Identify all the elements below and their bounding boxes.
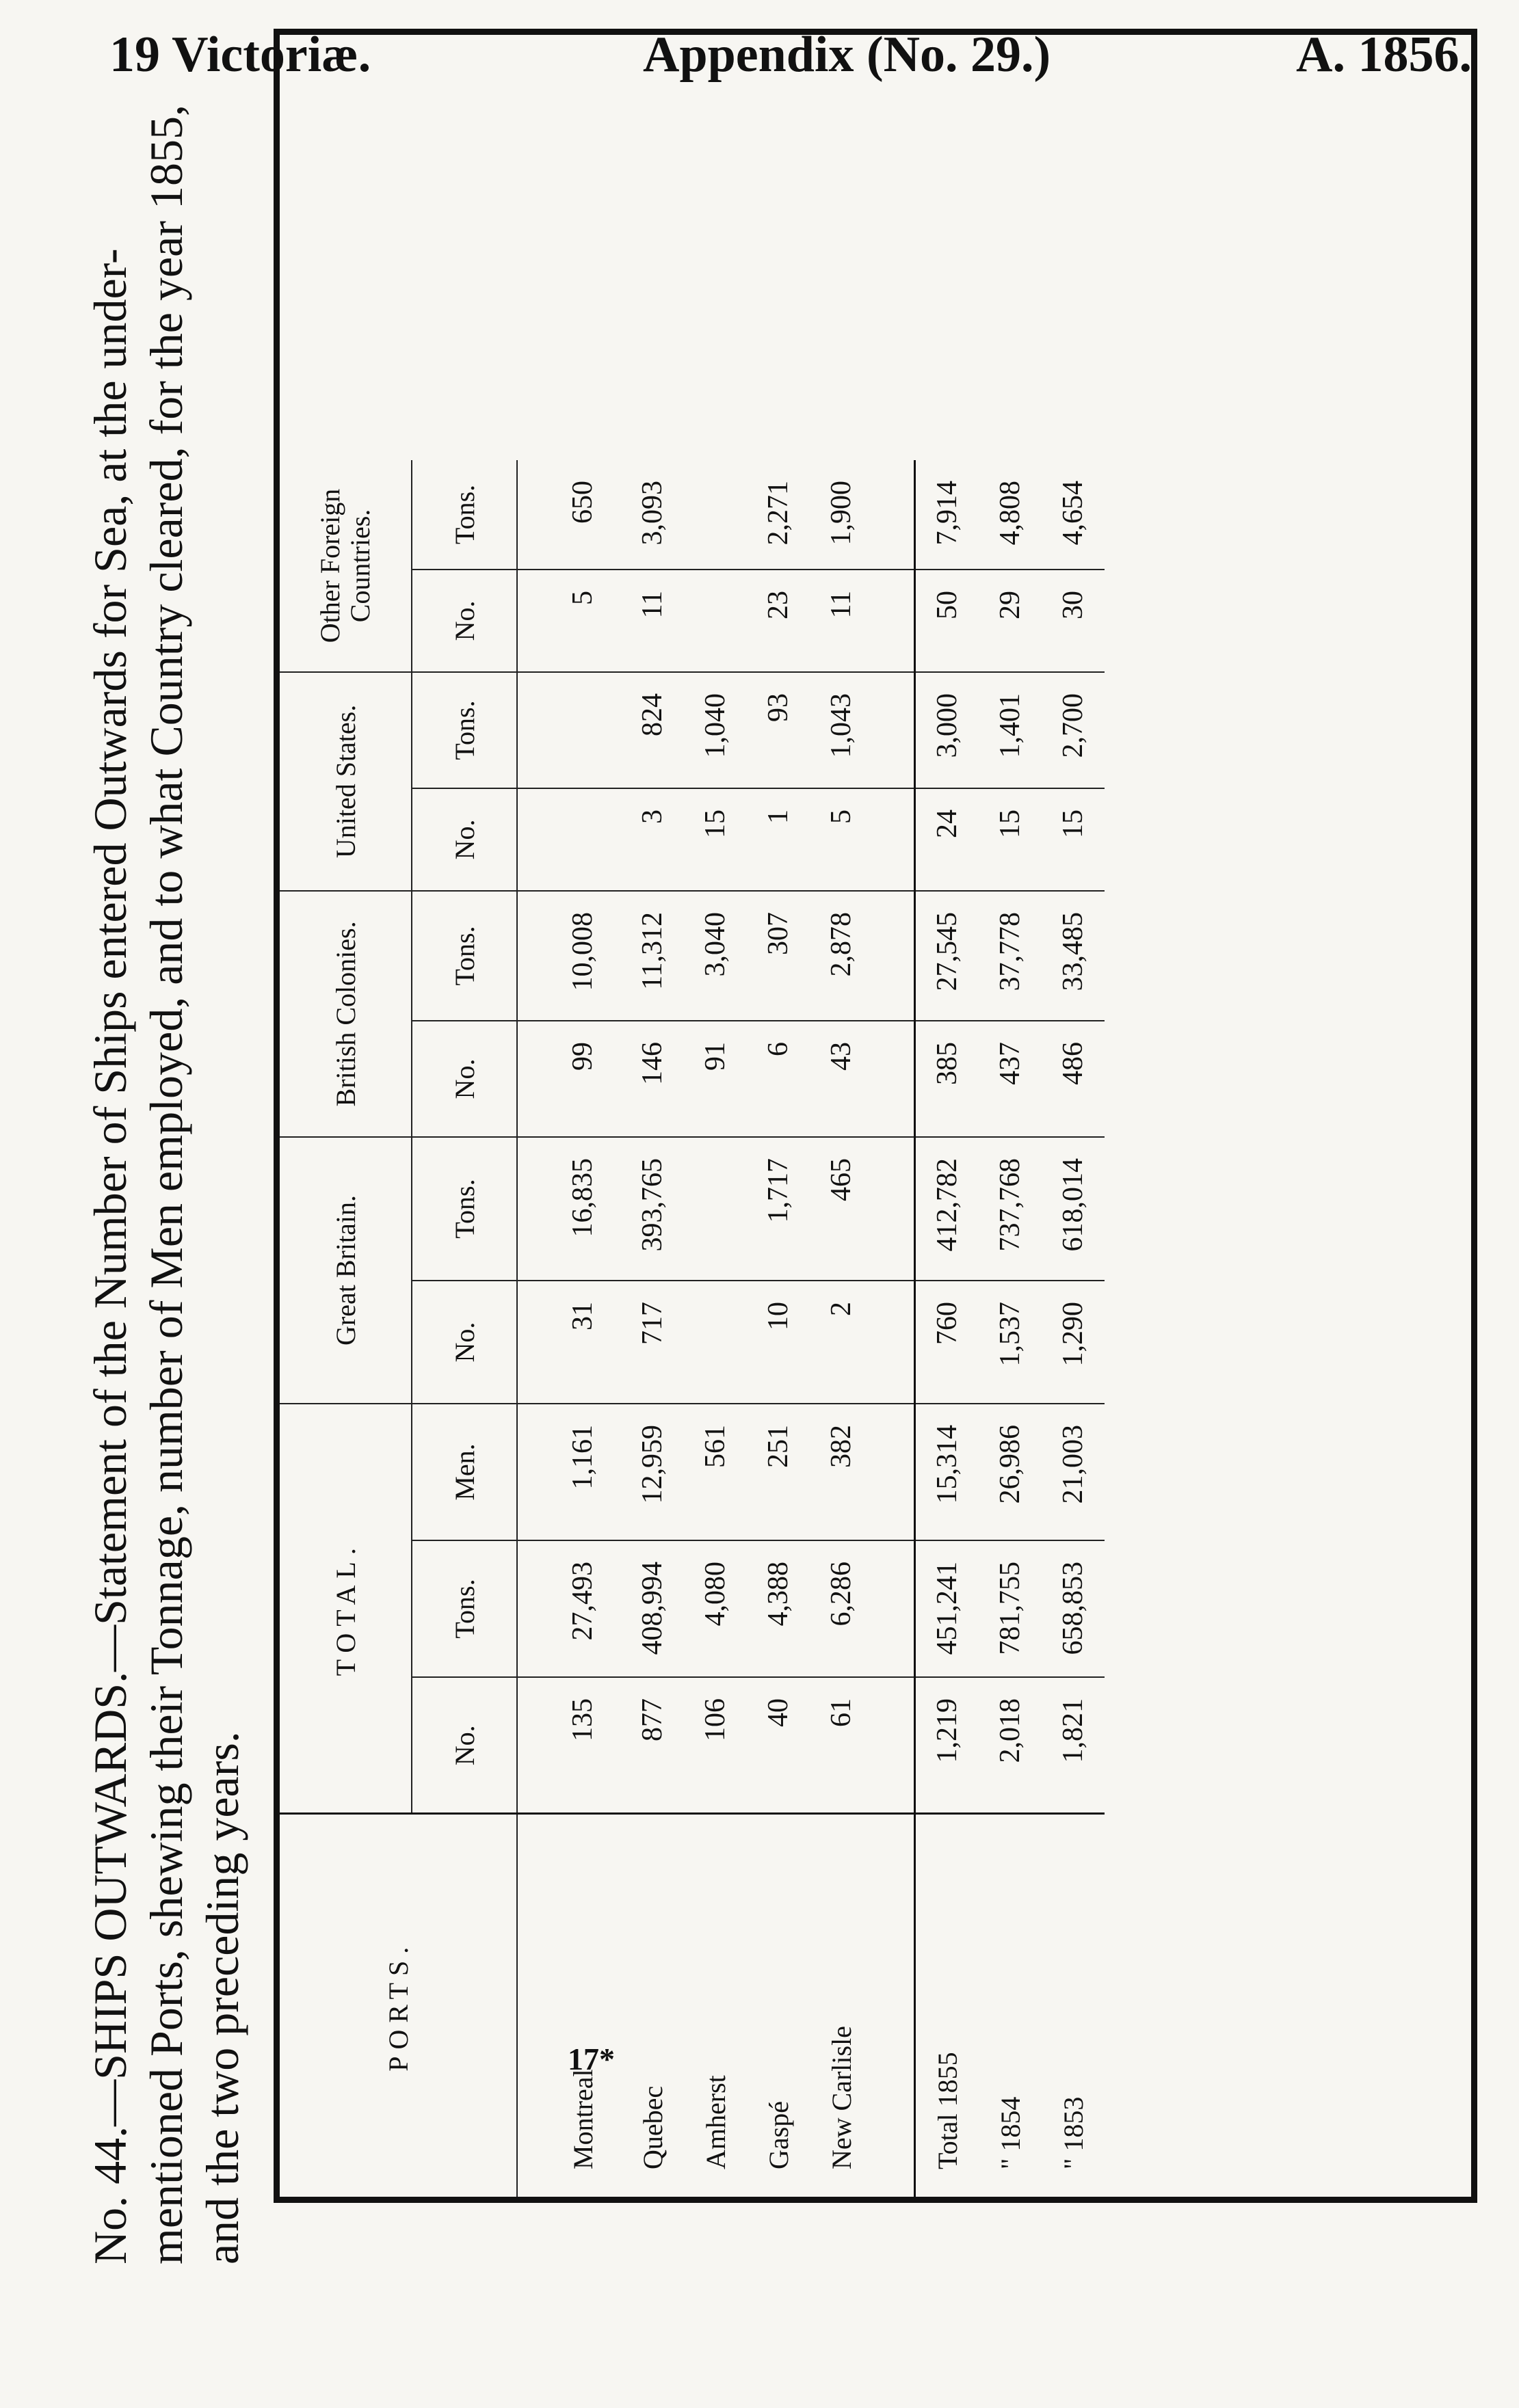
us-no: 15 xyxy=(684,788,747,891)
of-no xyxy=(684,570,747,672)
col-total-men: Men. xyxy=(412,1404,517,1540)
of-no: 5 xyxy=(517,570,621,672)
us-tons xyxy=(517,672,621,788)
total-group-header: TOTAL. xyxy=(280,1404,412,1814)
col-of-no: No. xyxy=(412,570,517,672)
us-tons: 1,043 xyxy=(810,672,873,788)
ports-header: PORTS. xyxy=(280,1814,517,2197)
bc-no: 486 xyxy=(1042,1021,1105,1137)
of-tons: 650 xyxy=(517,460,621,570)
col-us-no: No. xyxy=(412,788,517,891)
col-bc-no: No. xyxy=(412,1021,517,1137)
port-rows xyxy=(517,460,1105,2197)
totals-row xyxy=(915,460,979,2197)
bc-tons: 307 xyxy=(747,891,810,1021)
other-foreign-header: Other Foreign Countries. xyxy=(280,460,412,672)
of-tons xyxy=(684,460,747,570)
table-row xyxy=(684,460,747,2197)
of-tons: 4,654 xyxy=(1042,460,1105,570)
total-tons: 27,493 xyxy=(517,1540,621,1677)
table-row xyxy=(747,460,810,2197)
gb-no: 2 xyxy=(810,1281,873,1404)
gb-no xyxy=(684,1281,747,1404)
bc-tons: 27,545 xyxy=(915,891,979,1021)
total-men: 382 xyxy=(810,1404,873,1540)
gb-no: 1,537 xyxy=(979,1281,1042,1404)
us-tons: 2,700 xyxy=(1042,672,1105,788)
of-no: 11 xyxy=(810,570,873,672)
total-tons: 451,241 xyxy=(915,1540,979,1677)
bc-tons: 11,312 xyxy=(621,891,684,1021)
bc-no: 437 xyxy=(979,1021,1042,1137)
total-men: 26,986 xyxy=(979,1404,1042,1540)
col-total-tons: Tons. xyxy=(412,1540,517,1677)
bc-tons: 2,878 xyxy=(810,891,873,1021)
title-lead: No. 44.—SHIPS OUTWARDS. xyxy=(84,1671,136,2264)
of-no: 30 xyxy=(1042,570,1105,672)
gb-no: 760 xyxy=(915,1281,979,1404)
of-tons: 7,914 xyxy=(915,460,979,570)
us-no: 1 xyxy=(747,788,810,891)
of-no: 29 xyxy=(979,570,1042,672)
gb-tons: 1,717 xyxy=(747,1137,810,1281)
total-no: 61 xyxy=(810,1677,873,1814)
col-total-no: No. xyxy=(412,1677,517,1814)
us-no: 3 xyxy=(621,788,684,891)
port-name: Gaspé xyxy=(763,2101,794,2169)
total-no: 40 xyxy=(747,1677,810,1814)
bc-no: 146 xyxy=(621,1021,684,1137)
of-no: 11 xyxy=(621,570,684,672)
bc-tons: 33,485 xyxy=(1042,891,1105,1021)
total-no: 2,018 xyxy=(979,1677,1042,1814)
ships-outwards-table-frame xyxy=(274,29,1477,2203)
of-tons: 1,900 xyxy=(810,460,873,570)
col-gb-no: No. xyxy=(412,1281,517,1404)
bc-no: 385 xyxy=(915,1021,979,1137)
total-label: " 1854 xyxy=(994,2096,1026,2169)
header-appendix: Appendix (No. 29.) xyxy=(643,27,1051,83)
total-men: 12,959 xyxy=(621,1404,684,1540)
header-session: 19 Victoriæ. xyxy=(109,27,371,83)
gb-no: 1,290 xyxy=(1042,1281,1105,1404)
total-no: 106 xyxy=(684,1677,747,1814)
gb-tons: 16,835 xyxy=(517,1137,621,1281)
total-men: 21,003 xyxy=(1042,1404,1105,1540)
bc-tons: 10,008 xyxy=(517,891,621,1021)
total-men: 15,314 xyxy=(915,1404,979,1540)
great-britain-header: Great Britain. xyxy=(280,1137,412,1404)
table-row xyxy=(810,460,873,2197)
gb-tons: 412,782 xyxy=(915,1137,979,1281)
header-year: A. 1856. xyxy=(1296,27,1472,83)
gb-tons: 393,765 xyxy=(621,1137,684,1281)
bc-no: 99 xyxy=(517,1021,621,1137)
total-no: 877 xyxy=(621,1677,684,1814)
us-tons: 824 xyxy=(621,672,684,788)
united-states-header: United States. xyxy=(280,672,412,891)
gb-no: 717 xyxy=(621,1281,684,1404)
us-no: 15 xyxy=(1042,788,1105,891)
total-men: 251 xyxy=(747,1404,810,1540)
us-tons: 93 xyxy=(747,672,810,788)
total-no: 135 xyxy=(517,1677,621,1814)
table-title xyxy=(82,77,250,2264)
totals-row xyxy=(979,460,1042,2197)
total-label: Total 1855 xyxy=(915,1814,979,2197)
col-bc-tons: Tons. xyxy=(412,891,517,1021)
us-tons: 1,401 xyxy=(979,672,1042,788)
british-colonies-header: British Colonies. xyxy=(280,891,412,1137)
gb-no: 31 xyxy=(517,1281,621,1404)
total-tons: 781,755 xyxy=(979,1540,1042,1677)
ships-outwards-table xyxy=(280,460,1105,2197)
total-tons: 408,994 xyxy=(621,1540,684,1677)
col-of-tons: Tons. xyxy=(412,460,517,570)
us-tons: 3,000 xyxy=(915,672,979,788)
col-us-tons: Tons. xyxy=(412,672,517,788)
port-name: Quebec xyxy=(637,2085,668,2169)
bc-tons: 3,040 xyxy=(684,891,747,1021)
total-label: " 1853 xyxy=(1057,2096,1089,2169)
total-men: 561 xyxy=(684,1404,747,1540)
gb-tons: 737,768 xyxy=(979,1137,1042,1281)
us-no xyxy=(517,788,621,891)
col-gb-tons: Tons. xyxy=(412,1137,517,1281)
total-men: 1,161 xyxy=(517,1404,621,1540)
port-name: Amherst xyxy=(700,2075,731,2169)
gb-no: 10 xyxy=(747,1281,810,1404)
port-name: New Carlisle xyxy=(825,2026,857,2169)
total-no: 1,219 xyxy=(915,1677,979,1814)
gb-tons: 465 xyxy=(810,1137,873,1281)
us-no: 24 xyxy=(915,788,979,891)
of-tons: 2,271 xyxy=(747,460,810,570)
total-tons: 658,853 xyxy=(1042,1540,1105,1677)
total-tons: 4,080 xyxy=(684,1540,747,1677)
us-no: 5 xyxy=(810,788,873,891)
gb-tons: 618,014 xyxy=(1042,1137,1105,1281)
table-row xyxy=(517,460,621,2197)
total-tons: 4,388 xyxy=(747,1540,810,1677)
of-tons: 4,808 xyxy=(979,460,1042,570)
gb-tons xyxy=(684,1137,747,1281)
bc-tons: 37,778 xyxy=(979,891,1042,1021)
title-text: —Statement of the Number of Ships entered Outwards for Sea, at the under-mentioned Ports, shewing their Tonnage, number of Men employed, and to what Country cleared, for the year 1855, and the two preceding years. xyxy=(84,105,248,2264)
us-no: 15 xyxy=(979,788,1042,891)
bc-no: 6 xyxy=(747,1021,810,1137)
total-tons: 6,286 xyxy=(810,1540,873,1677)
bc-no: 91 xyxy=(684,1021,747,1137)
page-number: 17* xyxy=(568,2042,615,2076)
table-row xyxy=(621,460,684,2197)
spacer-row xyxy=(873,460,915,2197)
port-name: Montreal xyxy=(567,2069,598,2169)
totals-row xyxy=(1042,460,1105,2197)
of-tons: 3,093 xyxy=(621,460,684,570)
us-tons: 1,040 xyxy=(684,672,747,788)
bc-no: 43 xyxy=(810,1021,873,1137)
of-no: 50 xyxy=(915,570,979,672)
total-no: 1,821 xyxy=(1042,1677,1105,1814)
of-no: 23 xyxy=(747,570,810,672)
